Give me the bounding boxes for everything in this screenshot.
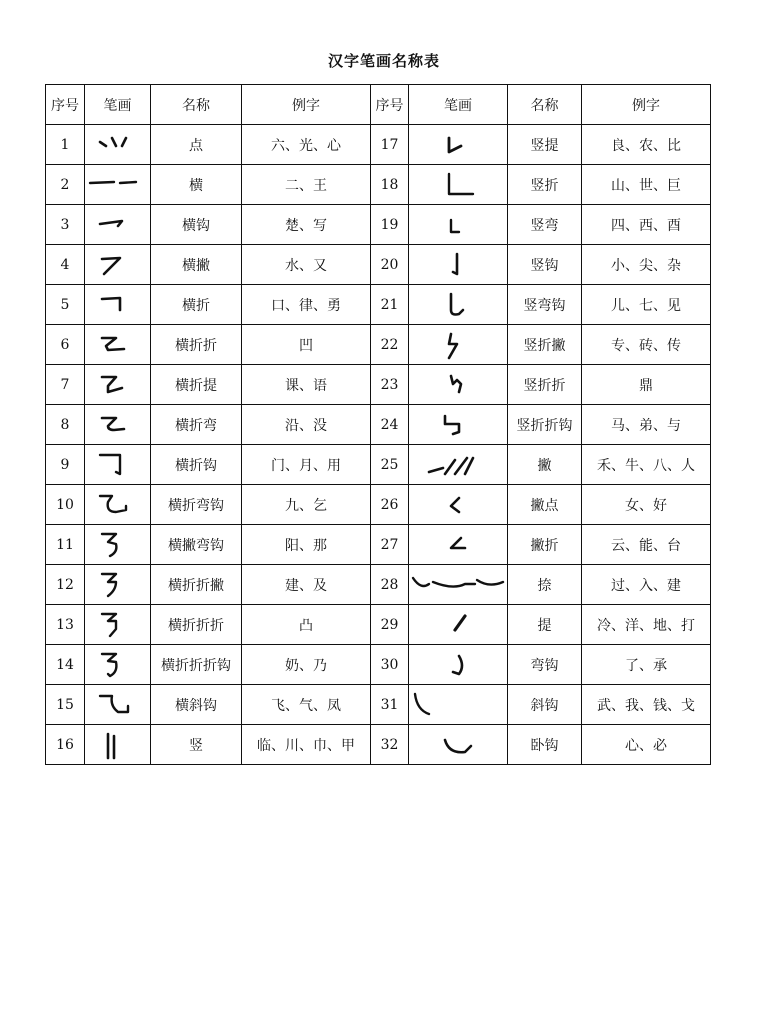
rising-icon bbox=[409, 610, 507, 640]
header-stroke: 笔画 bbox=[85, 85, 151, 125]
stroke-number: 22 bbox=[371, 325, 409, 365]
stroke-examples: 了、承 bbox=[582, 645, 711, 685]
stroke-glyph-cell bbox=[85, 405, 151, 445]
table-row bbox=[46, 285, 711, 325]
stroke-examples: 武、我、钱、戈 bbox=[582, 685, 711, 725]
stroke-glyph-cell bbox=[85, 325, 151, 365]
stroke-number: 29 bbox=[371, 605, 409, 645]
horizontal-turning-turning-turning-icon bbox=[85, 610, 150, 640]
stroke-examples: 奶、乃 bbox=[242, 645, 371, 685]
dot-icon bbox=[85, 130, 150, 160]
table-row bbox=[46, 245, 711, 285]
table-row bbox=[46, 565, 711, 605]
stroke-examples: 飞、气、凤 bbox=[242, 685, 371, 725]
stroke-name: 横折折撇 bbox=[151, 565, 242, 605]
stroke-number: 10 bbox=[46, 485, 85, 525]
stroke-glyph-cell bbox=[85, 365, 151, 405]
stroke-number: 9 bbox=[46, 445, 85, 485]
left-falling-dot-icon bbox=[409, 490, 507, 520]
horizontal-turning-rising-icon bbox=[85, 370, 150, 400]
vertical-icon bbox=[85, 730, 150, 760]
vertical-turning-turning-hook-icon bbox=[409, 410, 507, 440]
stroke-examples: 阳、那 bbox=[242, 525, 371, 565]
horizontal-slant-hook-icon bbox=[85, 690, 150, 720]
stroke-name: 竖折折 bbox=[508, 365, 582, 405]
table-row bbox=[46, 125, 711, 165]
stroke-examples: 心、必 bbox=[582, 725, 711, 765]
stroke-name-table bbox=[45, 84, 711, 765]
stroke-name: 竖 bbox=[151, 725, 242, 765]
slant-hook-icon bbox=[409, 690, 507, 720]
stroke-name: 横斜钩 bbox=[151, 685, 242, 725]
stroke-name: 横折 bbox=[151, 285, 242, 325]
stroke-name: 卧钩 bbox=[508, 725, 582, 765]
header-name: 名称 bbox=[151, 85, 242, 125]
stroke-examples: 云、能、台 bbox=[582, 525, 711, 565]
stroke-examples: 临、川、巾、甲 bbox=[242, 725, 371, 765]
horizontal-icon bbox=[85, 170, 150, 200]
table-row bbox=[46, 605, 711, 645]
table-row bbox=[46, 685, 711, 725]
stroke-name: 横折钩 bbox=[151, 445, 242, 485]
stroke-examples: 口、律、勇 bbox=[242, 285, 371, 325]
right-falling-icon bbox=[409, 570, 507, 600]
stroke-number: 32 bbox=[371, 725, 409, 765]
stroke-name: 横钩 bbox=[151, 205, 242, 245]
stroke-glyph-cell bbox=[409, 685, 508, 725]
page-title: 汉字笔画名称表 bbox=[327, 52, 440, 70]
horizontal-turning-turning-icon bbox=[85, 330, 150, 360]
table-row bbox=[46, 445, 711, 485]
stroke-name: 横折折折钩 bbox=[151, 645, 242, 685]
stroke-name: 竖弯钩 bbox=[508, 285, 582, 325]
stroke-glyph-cell bbox=[409, 245, 508, 285]
stroke-glyph-cell bbox=[85, 165, 151, 205]
stroke-number: 15 bbox=[46, 685, 85, 725]
vertical-bend-icon bbox=[409, 210, 507, 240]
stroke-number: 3 bbox=[46, 205, 85, 245]
horizontal-left-falling-icon bbox=[85, 250, 150, 280]
stroke-number: 27 bbox=[371, 525, 409, 565]
stroke-name: 竖折 bbox=[508, 165, 582, 205]
vertical-rising-icon bbox=[409, 130, 507, 160]
stroke-number: 25 bbox=[371, 445, 409, 485]
stroke-examples: 山、世、巨 bbox=[582, 165, 711, 205]
stroke-examples: 良、农、比 bbox=[582, 125, 711, 165]
horizontal-turning-bend-icon bbox=[85, 410, 150, 440]
horizontal-hook-icon bbox=[85, 210, 150, 240]
header-name: 名称 bbox=[508, 85, 582, 125]
stroke-examples: 二、王 bbox=[242, 165, 371, 205]
vertical-hook-icon bbox=[409, 250, 507, 280]
stroke-number: 4 bbox=[46, 245, 85, 285]
stroke-name: 弯钩 bbox=[508, 645, 582, 685]
vertical-turning-turning-icon bbox=[409, 370, 507, 400]
stroke-glyph-cell bbox=[409, 725, 508, 765]
stroke-glyph-cell bbox=[409, 405, 508, 445]
stroke-examples: 建、及 bbox=[242, 565, 371, 605]
stroke-examples: 儿、七、见 bbox=[582, 285, 711, 325]
stroke-number: 31 bbox=[371, 685, 409, 725]
stroke-name: 撇点 bbox=[508, 485, 582, 525]
header-examples: 例字 bbox=[582, 85, 711, 125]
stroke-glyph-cell bbox=[409, 125, 508, 165]
stroke-glyph-cell bbox=[85, 205, 151, 245]
table-row bbox=[46, 645, 711, 685]
stroke-examples: 门、月、用 bbox=[242, 445, 371, 485]
table-row bbox=[46, 165, 711, 205]
table-row bbox=[46, 405, 711, 445]
stroke-examples: 过、入、建 bbox=[582, 565, 711, 605]
stroke-name: 竖弯 bbox=[508, 205, 582, 245]
stroke-name: 竖提 bbox=[508, 125, 582, 165]
stroke-glyph-cell bbox=[409, 165, 508, 205]
stroke-glyph-cell bbox=[85, 485, 151, 525]
stroke-number: 6 bbox=[46, 325, 85, 365]
stroke-name: 提 bbox=[508, 605, 582, 645]
stroke-name: 横折折折 bbox=[151, 605, 242, 645]
stroke-examples: 课、语 bbox=[242, 365, 371, 405]
stroke-name: 横折折 bbox=[151, 325, 242, 365]
stroke-glyph-cell bbox=[85, 445, 151, 485]
stroke-number: 11 bbox=[46, 525, 85, 565]
stroke-glyph-cell bbox=[409, 365, 508, 405]
horizontal-turning-icon bbox=[85, 290, 150, 320]
stroke-name: 横折弯 bbox=[151, 405, 242, 445]
stroke-number: 18 bbox=[371, 165, 409, 205]
stroke-number: 23 bbox=[371, 365, 409, 405]
stroke-number: 20 bbox=[371, 245, 409, 285]
stroke-glyph-cell bbox=[409, 645, 508, 685]
stroke-number: 30 bbox=[371, 645, 409, 685]
stroke-number: 7 bbox=[46, 365, 85, 405]
stroke-examples: 凹 bbox=[242, 325, 371, 365]
stroke-glyph-cell bbox=[85, 285, 151, 325]
stroke-name: 竖钩 bbox=[508, 245, 582, 285]
stroke-glyph-cell bbox=[409, 605, 508, 645]
lying-hook-icon bbox=[409, 730, 507, 760]
horizontal-turning-hook-icon bbox=[85, 450, 150, 480]
table-row bbox=[46, 485, 711, 525]
stroke-name: 竖折撇 bbox=[508, 325, 582, 365]
left-falling-turning-icon bbox=[409, 530, 507, 560]
left-falling-icon bbox=[409, 450, 507, 480]
vertical-turning-icon bbox=[409, 170, 507, 200]
table-header-row bbox=[46, 85, 711, 125]
stroke-number: 16 bbox=[46, 725, 85, 765]
table-row bbox=[46, 725, 711, 765]
stroke-examples: 水、又 bbox=[242, 245, 371, 285]
header-examples: 例字 bbox=[242, 85, 371, 125]
stroke-examples: 马、弟、与 bbox=[582, 405, 711, 445]
stroke-name: 横撇 bbox=[151, 245, 242, 285]
stroke-glyph-cell bbox=[409, 325, 508, 365]
horizontal-turning-turning-left-falling-icon bbox=[85, 570, 150, 600]
stroke-glyph-cell bbox=[85, 565, 151, 605]
bend-hook-icon bbox=[409, 650, 507, 680]
stroke-examples: 沿、没 bbox=[242, 405, 371, 445]
header-stroke: 笔画 bbox=[409, 85, 508, 125]
stroke-glyph-cell bbox=[409, 285, 508, 325]
stroke-name: 点 bbox=[151, 125, 242, 165]
stroke-name: 横 bbox=[151, 165, 242, 205]
horizontal-left-falling-bend-hook-icon bbox=[85, 530, 150, 560]
stroke-glyph-cell bbox=[85, 685, 151, 725]
stroke-glyph-cell bbox=[85, 725, 151, 765]
header-number: 序号 bbox=[46, 85, 85, 125]
stroke-examples: 女、好 bbox=[582, 485, 711, 525]
stroke-number: 5 bbox=[46, 285, 85, 325]
horizontal-turning-turning-turning-hook-icon bbox=[85, 650, 150, 680]
stroke-name: 斜钩 bbox=[508, 685, 582, 725]
stroke-name: 横折提 bbox=[151, 365, 242, 405]
stroke-name: 横折弯钩 bbox=[151, 485, 242, 525]
stroke-number: 8 bbox=[46, 405, 85, 445]
stroke-number: 21 bbox=[371, 285, 409, 325]
stroke-number: 28 bbox=[371, 565, 409, 605]
stroke-glyph-cell bbox=[409, 445, 508, 485]
table-row bbox=[46, 205, 711, 245]
stroke-number: 14 bbox=[46, 645, 85, 685]
stroke-number: 17 bbox=[371, 125, 409, 165]
stroke-examples: 禾、牛、八、人 bbox=[582, 445, 711, 485]
stroke-examples: 冷、洋、地、打 bbox=[582, 605, 711, 645]
stroke-examples: 小、尖、杂 bbox=[582, 245, 711, 285]
stroke-glyph-cell bbox=[85, 605, 151, 645]
stroke-name: 撇 bbox=[508, 445, 582, 485]
stroke-number: 12 bbox=[46, 565, 85, 605]
stroke-number: 24 bbox=[371, 405, 409, 445]
table-row bbox=[46, 325, 711, 365]
stroke-glyph-cell bbox=[85, 125, 151, 165]
stroke-name: 撇折 bbox=[508, 525, 582, 565]
vertical-turning-left-falling-icon bbox=[409, 330, 507, 360]
stroke-name: 捺 bbox=[508, 565, 582, 605]
header-number: 序号 bbox=[371, 85, 409, 125]
stroke-examples: 专、砖、传 bbox=[582, 325, 711, 365]
table-row bbox=[46, 365, 711, 405]
vertical-bend-hook-icon bbox=[409, 290, 507, 320]
stroke-glyph-cell bbox=[85, 525, 151, 565]
horizontal-turning-bend-hook-icon bbox=[85, 490, 150, 520]
stroke-number: 26 bbox=[371, 485, 409, 525]
stroke-glyph-cell bbox=[85, 245, 151, 285]
stroke-name: 竖折折钩 bbox=[508, 405, 582, 445]
stroke-examples: 九、乞 bbox=[242, 485, 371, 525]
stroke-number: 19 bbox=[371, 205, 409, 245]
stroke-name: 横撇弯钩 bbox=[151, 525, 242, 565]
stroke-examples: 四、西、酉 bbox=[582, 205, 711, 245]
stroke-number: 1 bbox=[46, 125, 85, 165]
stroke-examples: 鼎 bbox=[582, 365, 711, 405]
table-row bbox=[46, 525, 711, 565]
stroke-glyph-cell bbox=[85, 645, 151, 685]
stroke-examples: 凸 bbox=[242, 605, 371, 645]
stroke-glyph-cell bbox=[409, 205, 508, 245]
stroke-glyph-cell bbox=[409, 525, 508, 565]
stroke-examples: 楚、写 bbox=[242, 205, 371, 245]
stroke-number: 2 bbox=[46, 165, 85, 205]
stroke-glyph-cell bbox=[409, 485, 508, 525]
stroke-examples: 六、光、心 bbox=[242, 125, 371, 165]
stroke-number: 13 bbox=[46, 605, 85, 645]
stroke-glyph-cell bbox=[409, 565, 508, 605]
